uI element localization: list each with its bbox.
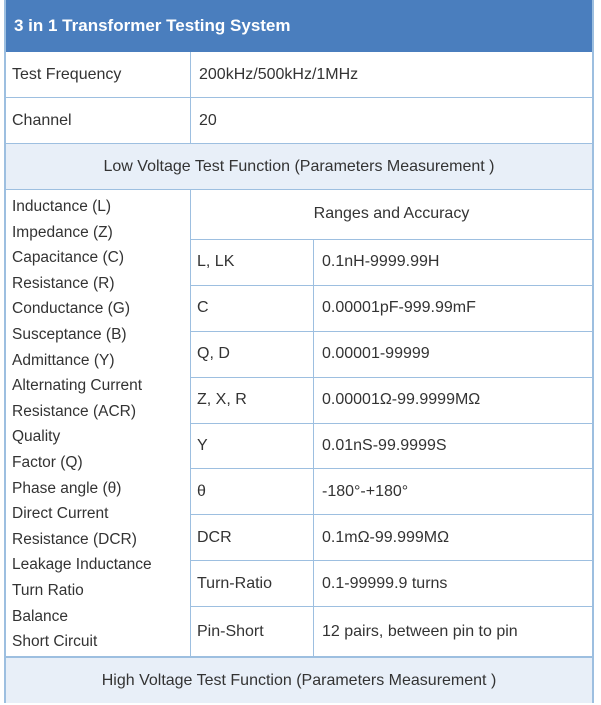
param-name: L, LK	[191, 240, 314, 285]
spec-value: 200kHz/500kHz/1MHz	[199, 65, 359, 83]
function-list	[6, 190, 191, 656]
function-item: Short Circuit	[12, 633, 98, 651]
function-item: Turn Ratio	[12, 581, 84, 599]
param-range: 0.00001-99999	[322, 345, 430, 363]
table-row	[191, 561, 592, 607]
high-voltage-section-heading: High Voltage Test Function (Parameters Measurement )	[6, 657, 592, 703]
param-range: 0.1-99999.9 turns	[322, 574, 448, 592]
param-name: DCR	[191, 515, 314, 560]
param-name: Pin-Short	[191, 607, 314, 656]
table-row	[191, 424, 592, 470]
param-name: Q, D	[191, 332, 314, 377]
low-voltage-section-heading: Low Voltage Test Function (Parameters Measurement )	[6, 144, 592, 190]
param-range: 12 pairs, between pin to pin	[322, 622, 518, 640]
function-item: Leakage Inductance	[12, 556, 152, 574]
function-item: Inductance (L)	[12, 198, 112, 215]
param-name: C	[191, 286, 314, 331]
table-row	[191, 332, 592, 378]
spec-value: 20	[199, 111, 217, 129]
function-item: Direct Current	[12, 505, 109, 523]
table-row	[191, 286, 592, 332]
table-title: 3 in 1 Transformer Testing System	[6, 0, 592, 52]
param-range: 0.01nS-99.9999S	[322, 436, 447, 454]
spec-table	[4, 0, 594, 703]
ranges-heading: Ranges and Accuracy	[191, 190, 592, 240]
function-item: Quality	[12, 428, 61, 446]
function-item: Conductance (G)	[12, 300, 131, 318]
spec-label: Test Frequency	[6, 52, 191, 97]
param-name: Z, X, R	[191, 378, 314, 423]
table-row	[191, 515, 592, 561]
function-item: Impedance (Z)	[12, 223, 113, 241]
table-row-channel	[6, 98, 592, 144]
function-item: Capacitance (C)	[12, 249, 124, 267]
function-item: Balance	[12, 607, 69, 625]
low-voltage-block	[6, 190, 592, 657]
function-item: Resistance (ACR)	[12, 402, 137, 420]
function-item: Resistance (R)	[12, 274, 115, 292]
table-row	[191, 607, 592, 656]
param-name: θ	[191, 469, 314, 514]
function-item: Admittance (Y)	[12, 351, 115, 369]
param-range: -180°-+180°	[322, 482, 409, 500]
table-row	[191, 378, 592, 424]
function-item: Susceptance (B)	[12, 325, 127, 343]
function-item: Alternating Current	[12, 377, 143, 395]
param-range: 0.1mΩ-99.999MΩ	[322, 528, 450, 546]
function-item: Resistance (DCR)	[12, 530, 137, 548]
param-range: 0.1nH-9999.99H	[322, 253, 440, 271]
function-item: Phase angle (θ)	[12, 479, 122, 497]
param-range: 0.00001Ω-99.9999MΩ	[322, 391, 481, 409]
function-item: Factor (Q)	[12, 453, 83, 471]
ranges-table	[191, 190, 592, 656]
table-row-test-frequency	[6, 52, 592, 98]
spec-label: Channel	[6, 98, 191, 143]
table-row	[191, 469, 592, 515]
param-name: Y	[191, 424, 314, 469]
param-range: 0.00001pF-999.99mF	[322, 299, 476, 317]
table-row	[191, 240, 592, 286]
param-name: Turn-Ratio	[191, 561, 314, 606]
